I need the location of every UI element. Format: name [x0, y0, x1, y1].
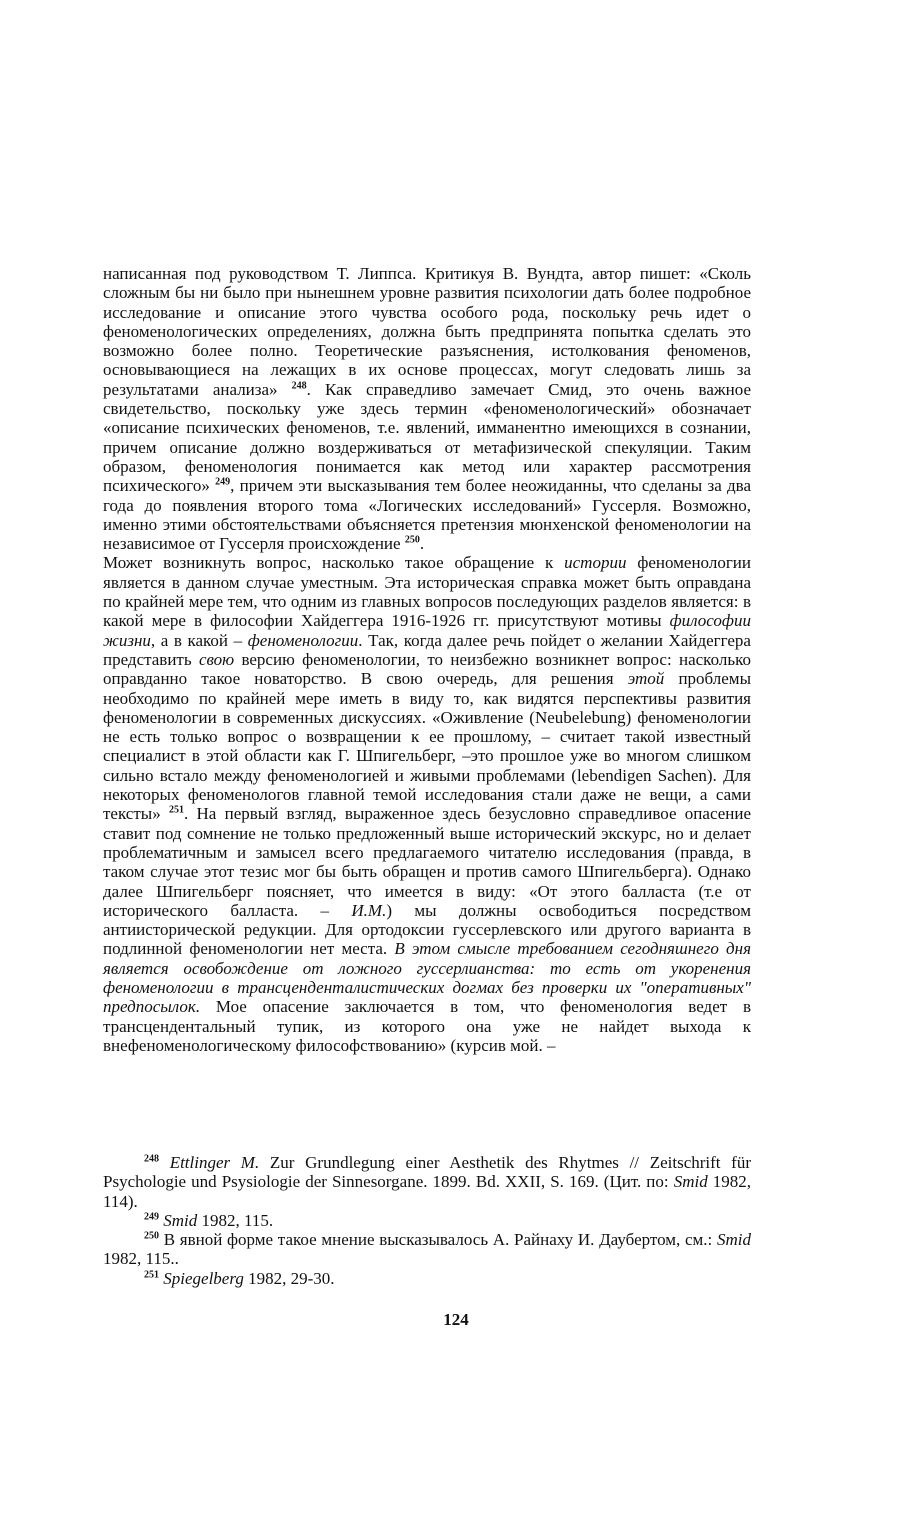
footnote [103, 1153, 751, 1211]
text-run: В явной форме такое мнение высказывалось А. Райнаху И. Даубертом, см.: [159, 1230, 717, 1250]
text-run: ) мы должны освободиться посредством антиисторической редукции. Для ортодоксии гуссерлевского или другого варианта в подлинной феноменологии нет места. [103, 900, 751, 959]
footnote-marker: 250 [404, 534, 420, 546]
text-run: . Так, когда далее речь пойдет о желании Хайдеггера представить [103, 630, 751, 669]
page-number: 124 [443, 1310, 469, 1329]
footnote-marker: 249 [215, 476, 231, 488]
italic-text: И.М. [351, 900, 387, 920]
text-run: написанная под руководством Т. Липпса. Критикуя В. Вундта, автор пишет: «Сколь сложным бы ни было при нынешнем уровне развития психологии дать более подробное исследование и описание этого чувства особого рода, поскольку речь идет о феноменологических определениях, должна быть предпринята попытка сделать это возможно более полно. Теоретические разъяснения, истолкования феноменов, основывающиеся на лежащих в их основе процессах, могут следовать лишь за результатами анализа» [103, 264, 751, 399]
footnote-marker: 251 [168, 804, 184, 816]
text-run: . На первый взгляд, выраженное здесь безусловно справедливое опасение ставит под сомнение не только предложенный выше исторический экскурс, но и делает проблематичным и замысел всего предлагаемого читателю исследования (правда, в таком случае этот тезис мог бы быть обращен и против самого Шпигельберга). Однако далее Шпигельберг поясняет, что имеется в виду: «От этого балласта (т.е от исторического балласта. – [103, 804, 751, 920]
text-run: 1982, 115. [197, 1210, 274, 1230]
footnote [103, 1230, 751, 1269]
text-run: проблемы необходимо по крайней мере иметь в виду то, как видятся перспективы развития феноменологии в современных дискуссиях. «Оживление (Neubelebung) феноменологии не есть только вопрос о возвращении к ее прошлому, – считает такой известный специалист в этой области как Г. Шпигельберг, –это прошлое уже во многом слишком сильно встало между феноменологией и живыми проблемами (lebendigen Sachen). Для некоторых феноменологов главной темой исследования стали даже не вещи, а сами тексты» [103, 669, 751, 824]
text-run: Может возникнуть вопрос, насколько такое обращение к [103, 553, 565, 573]
footnote [103, 1211, 751, 1230]
text-run: версию феноменологии, то неизбежно возникнет вопрос: насколько оправданно такое новаторство. В свою очередь, для решения [103, 649, 751, 689]
italic-text: этой [627, 669, 665, 689]
paragraph [103, 553, 751, 1055]
footnote-marker: 251 [144, 1269, 159, 1281]
footnotes [103, 1153, 751, 1288]
footnote-marker: 248 [291, 380, 307, 392]
italic-text: философии жизни [103, 611, 751, 650]
italic-text: феноменологии [247, 630, 359, 650]
italic-text: Spiegelberg [163, 1268, 244, 1288]
footnote-marker: 249 [144, 1211, 159, 1223]
italic-text: Smid [163, 1210, 198, 1230]
text-run: 1982, 29-30. [243, 1268, 335, 1288]
main-text [103, 264, 751, 1055]
italic-text: свою [198, 649, 235, 669]
text-run: Мое опасение заключается в том, что феноменология ведет в трансцендентальный тупик, из которого она уже не найдет выхода к внефеноменологическому философствованию» (курсив мой. – [103, 997, 751, 1055]
paragraph [103, 264, 751, 553]
text-run [159, 1153, 170, 1172]
text-run: Zur Grundlegung einer Aesthetik des Rhytmes // Zeitschrift für Psychologie und Psysiologie der Sinnesorgane. 1899. Bd. XXII, S. 169. (Цит. по: [103, 1153, 752, 1192]
italic-text: Smid [717, 1230, 751, 1250]
text-run: феноменологии является в данном случае уместным. Эта историческая справка может быть оправдана по крайней мере тем, что одним из главных вопросов последующих разделов является: в какой мере в философии Хайдеггера 1916-1926 гг. присутствуют мотивы [103, 553, 751, 631]
italic-text: Ettlinger M. [169, 1153, 260, 1172]
italic-text: Smid [673, 1172, 708, 1192]
text-run: . Как справедливо замечает Смид, это очень важное свидетельство, поскольку уже здесь термин «феноменологический» обозначает «описание психических феноменов, т.е. явлений, имманентно имеющихся в сознании, причем описание должно воздерживаться от метафизической спекуляции. Таким образом, феноменология понимается как метод или характер рассмотрения психического» [103, 379, 751, 496]
italic-text: В этом смысле требованием сегодняшнего дня является освобождение от ложного гуссерлианства: то есть от укоренения феноменологии в трансценденталистических догмах без проверки их "оперативных" предпосылок. [103, 939, 751, 1017]
text-run: , а в какой – [150, 630, 248, 650]
footnote-marker: 250 [144, 1230, 159, 1242]
italic-text: истории [564, 553, 627, 573]
text-run: 1982, 115.. [103, 1249, 179, 1269]
footnote [103, 1269, 751, 1288]
text-run: , причем эти высказывания тем более неожиданны, что сделаны за два года до появления второго тома «Логических исследований» Гуссерля. Возможно, именно этими обстоятельствами объясняется претензия мюнхенской феноменологии на независимое от Гуссерля происхождение [103, 476, 751, 554]
footnote-marker: 248 [144, 1153, 159, 1165]
text-run: 1982, 114). [103, 1172, 751, 1211]
text-run: . [419, 534, 425, 554]
